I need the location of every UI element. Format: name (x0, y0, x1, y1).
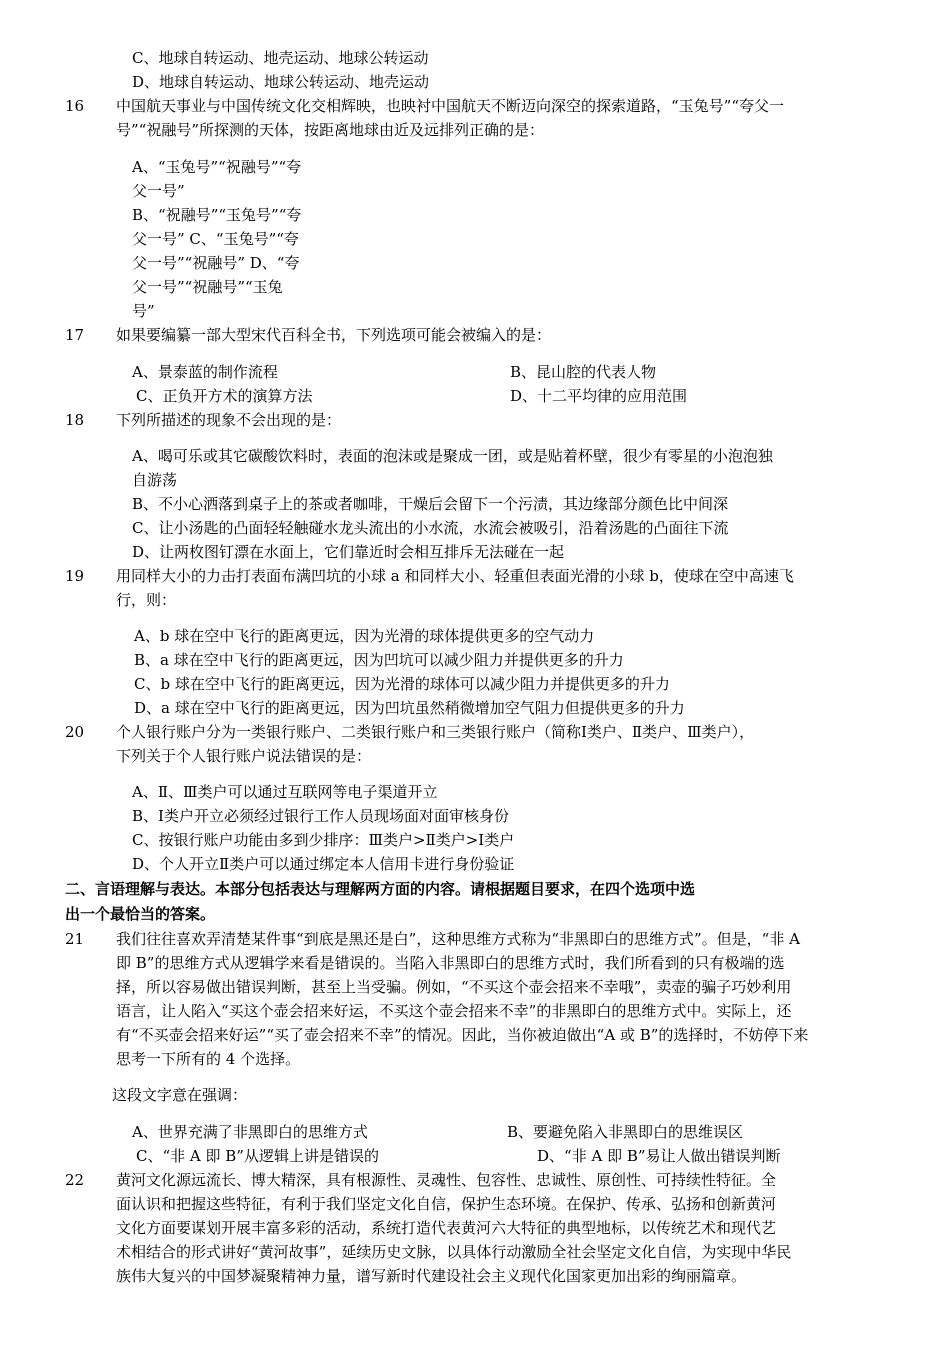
q15-option-d: D、地球自转运动、地球公转运动、地壳运动 (132, 73, 430, 91)
option-line: 号” (132, 302, 155, 320)
q21-option-c: C、“非 A 即 B”从逻辑上讲是错误的 (136, 1147, 379, 1165)
option-line: B、Ⅰ类户开立必须经过银行工作人员现场面对面审核身份 (132, 807, 509, 825)
option-line: D、让两枚图钉漂在水面上，它们靠近时会相互排斥无法碰在一起 (132, 543, 565, 561)
question-number: 20 (65, 723, 85, 741)
question-stem: 下列所描述的现象不会出现的是： (116, 411, 342, 429)
q17-option-d: D、十二平均律的应用范围 (510, 387, 688, 405)
option-line: A、“玉兔号”“祝融号”“夸 (132, 158, 302, 176)
option-line: D、个人开立Ⅱ类户可以通过绑定本人信用卡进行身份验证 (132, 855, 515, 873)
section-heading: 出一个最恰当的答案。 (65, 905, 216, 923)
option-line: B、“祝融号”“玉兔号”“夸 (132, 206, 302, 224)
question-stem: 中国航天事业与中国传统文化交相辉映，也映衬中国航天不断迈向深空的探索道路，“玉兔号”“夸父一 (116, 97, 785, 115)
option-line: D、a 球在空中飞行的距离更远，因为凹坑虽然稍微增加空气阻力但提供更多的升力 (134, 699, 685, 717)
q21-option-d: D、“非 A 即 B”易让人做出错误判断 (537, 1147, 781, 1165)
question-stem: 如果要编纂一部大型宋代百科全书，下列选项可能会被编入的是： (116, 326, 552, 344)
question-stem: 行，则： (116, 591, 177, 609)
passage-line: 黄河文化源远流长、博大精深，具有根源性、灵魂性、包容性、忠诚性、原创性、可持续性特征。全 (116, 1171, 777, 1189)
passage-line: 即 B”的思维方式从逻辑学来看是错误的。当陷入非黑即白的思维方式时，我们所看到的只有极端的选 (116, 954, 785, 972)
option-line: 父一号”“祝融号”“玉兔 (132, 278, 283, 296)
option-line: 自游荡 (132, 471, 178, 489)
passage-line: 术相结合的形式讲好“黄河故事”，延续历史文脉，以具体行动激励全社会坚定文化自信，为实现中华民 (116, 1243, 792, 1261)
passage-line: 面认识和把握这些特征，有利于我们坚定文化自信，保护生态环境。在保护、传承、弘扬和创新黄河 (116, 1195, 777, 1213)
question-number: 22 (65, 1171, 85, 1189)
q15-option-c: C、地球自转运动、地壳运动、地球公转运动 (132, 49, 429, 67)
q17-option-c: C、正负开方术的演算方法 (136, 387, 313, 405)
passage-line: 思考一下所有的 4 个选择。 (116, 1050, 301, 1068)
section-heading: 二、言语理解与表达。本部分包括表达与理解两方面的内容。请根据题目要求，在四个选项中选 (65, 880, 696, 898)
option-line: C、让小汤匙的凸面轻轻触碰水龙头流出的小水流，水流会被吸引，沿着汤匙的凸面往下流 (132, 519, 729, 537)
question-number: 19 (65, 567, 85, 585)
question-stem: 下列关于个人银行账户说法错误的是： (116, 747, 372, 765)
option-line: 父一号” C、“玉兔号”“夸 (132, 230, 299, 248)
question-prompt: 这段文字意在强调： (112, 1086, 248, 1104)
question-stem: 用同样大小的力击打表面布满凹坑的小球 a 和同样大小、轻重但表面光滑的小球 b，使球在空中高速飞 (116, 567, 794, 585)
option-line: 父一号”“祝融号” D、“夸 (132, 254, 300, 272)
q21-option-a: A、世界充满了非黑即白的思维方式 (132, 1123, 368, 1141)
option-line: A、b 球在空中飞行的距离更远，因为光滑的球体提供更多的空气动力 (134, 627, 595, 645)
option-line: B、a 球在空中飞行的距离更远，因为凹坑可以减少阻力并提供更多的升力 (134, 651, 624, 669)
passage-line: 语言，让人陷入“买这个壶会招来好运，不买这个壶会招来不幸”的非黑即白的思维方式中。实际上，还 (116, 1002, 792, 1020)
passage-line: 族伟大复兴的中国梦凝聚精神力量，谱写新时代建设社会主义现代化国家更加出彩的绚丽篇章。 (116, 1267, 747, 1285)
q17-option-a: A、景泰蓝的制作流程 (132, 363, 278, 381)
question-number: 17 (65, 326, 85, 344)
option-line: 父一号” (132, 182, 185, 200)
option-line: B、不小心洒落到桌子上的茶或者咖啡，干燥后会留下一个污渍，其边缘部分颜色比中间深 (132, 495, 729, 513)
q17-option-b: B、昆山腔的代表人物 (510, 363, 657, 381)
question-stem: 号”“祝融号”所探测的天体，按距离地球由近及远排列正确的是： (116, 121, 545, 139)
passage-line: 择，所以容易做出错误判断，甚至上当受骗。例如，“不买这个壶会招来不幸哦”，卖壶的骗子巧妙利用 (116, 978, 792, 996)
question-number: 21 (65, 930, 85, 948)
passage-line: 我们往往喜欢弄清楚某件事“到底是黑还是白”，这种思维方式称为“非黑即白的思维方式”。但是，“非 A (116, 930, 800, 948)
passage-line: 文化方面要谋划开展丰富多彩的活动，系统打造代表黄河六大特征的典型地标，以传统艺术和现代艺 (116, 1219, 777, 1237)
option-line: C、按银行账户功能由多到少排序：Ⅲ类户>Ⅱ类户>Ⅰ类户 (132, 831, 515, 849)
question-number: 16 (65, 97, 85, 115)
question-number: 18 (65, 411, 85, 429)
option-line: A、喝可乐或其它碳酸饮料时，表面的泡沫或是聚成一团，或是贴着杯壁，很少有零星的小泡泡独 (132, 447, 773, 465)
option-line: C、b 球在空中飞行的距离更远，因为光滑的球体可以减少阻力并提供更多的升力 (134, 675, 670, 693)
passage-line: 有“不买壶会招来好运”“买了壶会招来不幸”的情况。因此，当你被迫做出“A 或 B”的选择时，不妨停下来 (116, 1026, 809, 1044)
question-stem: 个人银行账户分为一类银行账户、二类银行账户和三类银行账户（简称Ⅰ类户、Ⅱ类户、Ⅲ类户）， (116, 723, 755, 741)
option-line: A、Ⅱ、Ⅲ类户可以通过互联网等电子渠道开立 (132, 783, 438, 801)
q21-option-b: B、要避免陷入非黑即白的思维误区 (507, 1123, 744, 1141)
